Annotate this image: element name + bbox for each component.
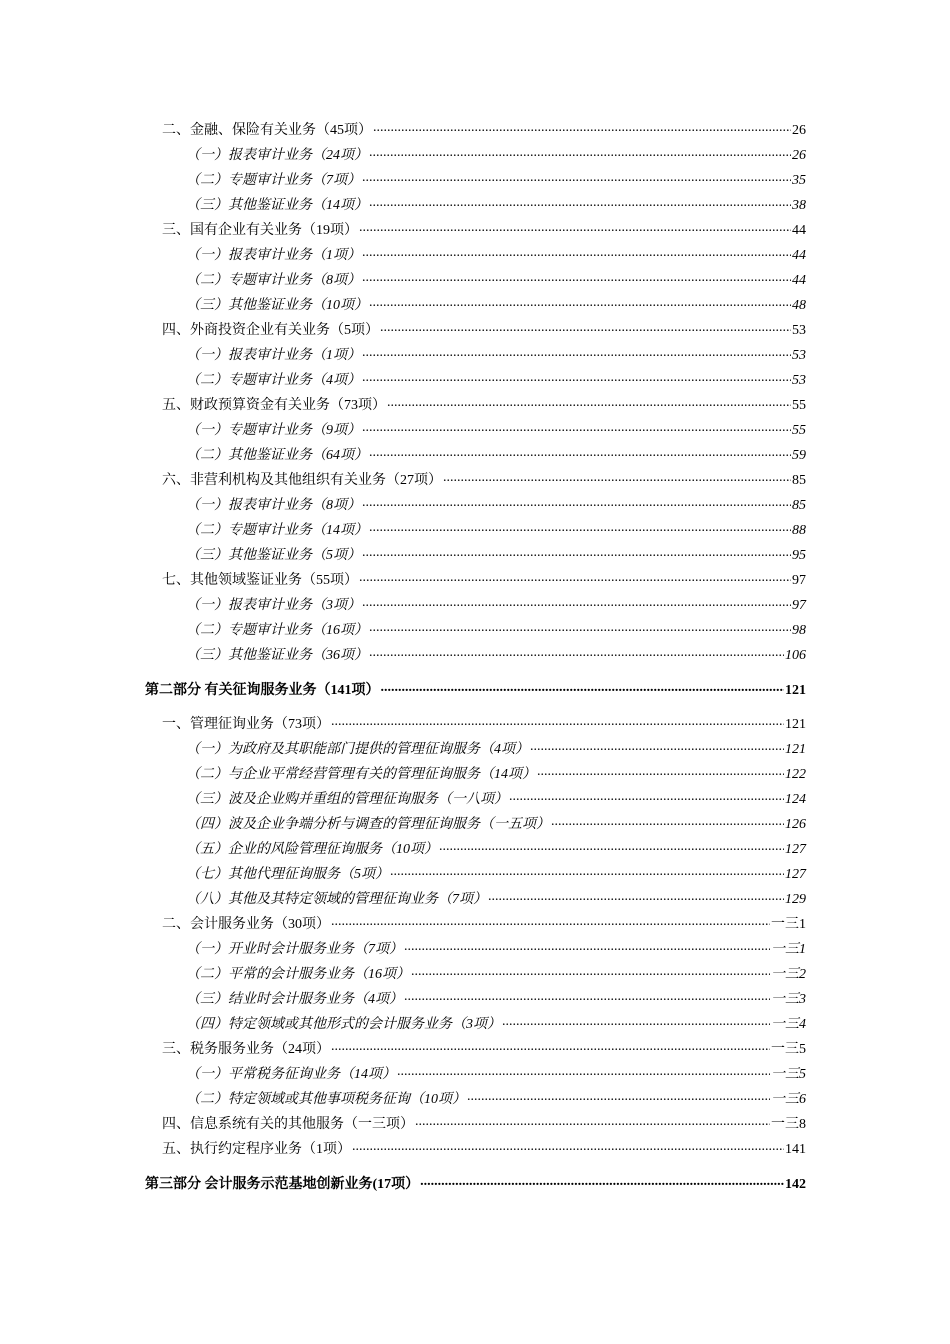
toc-dot-leader <box>397 1063 770 1081</box>
toc-subsection-entry[interactable] <box>0 759 950 784</box>
toc-entry-title: 五、执行约定程序业务（1项） <box>162 1142 351 1157</box>
toc-page-number: 55 <box>792 423 806 438</box>
toc-dot-leader <box>331 1038 770 1056</box>
toc-page-number: 59 <box>792 448 806 463</box>
toc-dot-leader <box>362 344 791 362</box>
toc-entry-title: （二）专题审计业务（4项） <box>186 373 361 388</box>
toc-section-entry[interactable] <box>0 215 950 240</box>
toc-subsection-entry[interactable] <box>0 984 950 1009</box>
toc-page-number: 一三2 <box>771 967 806 982</box>
toc-page-number: 97 <box>792 598 806 613</box>
toc-dot-leader <box>362 169 791 187</box>
toc-entry-title: （一）报表审计业务（1项） <box>186 348 361 363</box>
toc-dot-leader <box>509 788 784 806</box>
toc-dot-leader <box>359 219 791 237</box>
toc-part-heading[interactable] <box>0 1169 950 1194</box>
toc-page-number: 53 <box>792 348 806 363</box>
toc-dot-leader <box>369 194 791 212</box>
toc-dot-leader <box>439 838 784 856</box>
toc-dot-leader <box>404 988 770 1006</box>
toc-entry-title: （二）特定领域或其他事项税务征询（10项） <box>186 1092 466 1107</box>
toc-entry-title: （二）专题审计业务（14项） <box>186 523 368 538</box>
toc-entry-title: （一）报表审计业务（1项） <box>186 248 361 263</box>
toc-page-number: 121 <box>785 717 806 732</box>
toc-subsection-entry[interactable] <box>0 490 950 515</box>
toc-entry-title: （四）波及企业争端分析与调查的管理征询服务（一五项） <box>186 817 550 832</box>
toc-page-number: 141 <box>785 1142 806 1157</box>
toc-subsection-entry[interactable] <box>0 265 950 290</box>
toc-entry-title: （一）报表审计业务（8项） <box>186 498 361 513</box>
toc-dot-leader <box>362 594 791 612</box>
toc-dot-leader <box>362 494 791 512</box>
toc-dot-leader <box>369 644 784 662</box>
toc-section-entry[interactable] <box>0 565 950 590</box>
toc-page-number: 一三1 <box>771 942 806 957</box>
toc-subsection-entry[interactable] <box>0 415 950 440</box>
toc-subsection-entry[interactable] <box>0 440 950 465</box>
toc-page-number: 55 <box>792 398 806 413</box>
toc-section-entry[interactable] <box>0 1109 950 1134</box>
toc-section-entry[interactable] <box>0 909 950 934</box>
toc-section-entry[interactable] <box>0 390 950 415</box>
toc-subsection-entry[interactable] <box>0 290 950 315</box>
toc-dot-leader <box>369 294 791 312</box>
toc-dot-leader <box>551 813 784 831</box>
toc-subsection-entry[interactable] <box>0 784 950 809</box>
toc-subsection-entry[interactable] <box>0 640 950 665</box>
toc-dot-leader <box>488 888 784 906</box>
toc-entry-title: （三）波及企业购并重组的管理征询服务（一八项） <box>186 792 508 807</box>
toc-page-number: 129 <box>785 892 806 907</box>
toc-page-number: 97 <box>792 573 806 588</box>
toc-subsection-entry[interactable] <box>0 934 950 959</box>
toc-subsection-entry[interactable] <box>0 1084 950 1109</box>
toc-entry-title: （二）专题审计业务（7项） <box>186 173 361 188</box>
toc-page-number: 98 <box>792 623 806 638</box>
toc-entry-title: （一）开业时会计服务业务（7项） <box>186 942 403 957</box>
toc-page-number: 122 <box>785 767 806 782</box>
toc-dot-leader <box>443 469 791 487</box>
toc-dot-leader <box>467 1088 770 1106</box>
toc-subsection-entry[interactable] <box>0 190 950 215</box>
toc-dot-leader <box>537 763 784 781</box>
toc-dot-leader <box>404 938 770 956</box>
toc-entry-title: 第二部分 有关征询服务业务（141项） <box>145 683 380 698</box>
toc-dot-leader <box>331 713 784 731</box>
toc-page-number: 一三4 <box>771 1017 806 1032</box>
toc-subsection-entry[interactable] <box>0 165 950 190</box>
toc-dot-leader <box>352 1138 784 1156</box>
toc-dot-leader <box>380 319 791 337</box>
toc-page-number: 44 <box>792 248 806 263</box>
toc-page-number: 38 <box>792 198 806 213</box>
toc-page-number: 121 <box>785 683 806 698</box>
toc-dot-leader <box>502 1013 770 1031</box>
toc-dot-leader <box>369 519 791 537</box>
toc-page-number: 26 <box>792 123 806 138</box>
toc-dot-leader <box>362 544 791 562</box>
toc-dot-leader <box>390 863 784 881</box>
toc-page-number: 88 <box>792 523 806 538</box>
toc-section-entry[interactable] <box>0 315 950 340</box>
toc-entry-title: （一）平常税务征询业务（14项） <box>186 1067 396 1082</box>
toc-page-number: 44 <box>792 273 806 288</box>
toc-dot-leader <box>387 394 791 412</box>
toc-page-number: 127 <box>785 867 806 882</box>
toc-page-number: 127 <box>785 842 806 857</box>
toc-entry-title: 四、信息系统有关的其他服务（一三项） <box>162 1117 414 1132</box>
toc-page-number: 一三5 <box>771 1042 806 1057</box>
toc-dot-leader <box>530 738 784 756</box>
toc-entry-title: （五）企业的风险管理征询服务（10项） <box>186 842 438 857</box>
toc-subsection-entry[interactable] <box>0 834 950 859</box>
toc-entry-title: （一）为政府及其职能部门提供的管理征询服务（4项） <box>186 742 529 757</box>
toc-page-number: 一三1 <box>771 917 806 932</box>
toc-subsection-entry[interactable] <box>0 1059 950 1084</box>
toc-page-number: 一三3 <box>771 992 806 1007</box>
table-of-contents <box>0 115 950 1203</box>
toc-entry-title: 一、管理征询业务（73项） <box>162 717 330 732</box>
toc-section-entry[interactable] <box>0 465 950 490</box>
toc-entry-title: （七）其他代理征询服务（5项） <box>186 867 389 882</box>
toc-dot-leader <box>420 1173 784 1191</box>
toc-section-entry[interactable] <box>0 1134 950 1159</box>
toc-entry-title: （二）与企业平常经营管理有关的管理征询服务（14项） <box>186 767 536 782</box>
toc-page-number: 85 <box>792 498 806 513</box>
toc-dot-leader <box>381 679 785 697</box>
toc-subsection-entry[interactable] <box>0 1009 950 1034</box>
toc-dot-leader <box>369 444 791 462</box>
toc-page-number: 126 <box>785 817 806 832</box>
toc-entry-title: （一）专题审计业务（9项） <box>186 423 361 438</box>
toc-page-number: 106 <box>785 648 806 663</box>
toc-dot-leader <box>373 119 791 137</box>
toc-entry-title: （三）其他鉴证业务（10项） <box>186 298 368 313</box>
toc-entry-title: 二、会计服务业务（30项） <box>162 917 330 932</box>
toc-subsection-entry[interactable] <box>0 240 950 265</box>
toc-page-number: 53 <box>792 373 806 388</box>
toc-entry-title: （三）其他鉴证业务（5项） <box>186 548 361 563</box>
toc-entry-title: 二、金融、保险有关业务（45项） <box>162 123 372 138</box>
toc-subsection-entry[interactable] <box>0 340 950 365</box>
toc-entry-title: （八）其他及其特定领域的管理征询业务（7项） <box>186 892 487 907</box>
toc-dot-leader <box>362 369 791 387</box>
toc-page-number: 85 <box>792 473 806 488</box>
toc-page-number: 26 <box>792 148 806 163</box>
toc-section-entry[interactable] <box>0 709 950 734</box>
toc-subsection-entry[interactable] <box>0 590 950 615</box>
toc-entry-title: 三、税务服务业务（24项） <box>162 1042 330 1057</box>
toc-page-number: 一三5 <box>771 1067 806 1082</box>
toc-subsection-entry[interactable] <box>0 884 950 909</box>
toc-entry-title: 三、国有企业有关业务（19项） <box>162 223 358 238</box>
toc-page-number: 48 <box>792 298 806 313</box>
toc-page-number: 124 <box>785 792 806 807</box>
toc-dot-leader <box>362 269 791 287</box>
toc-page-number: 一三8 <box>771 1117 806 1132</box>
toc-entry-title: （一）报表审计业务（3项） <box>186 598 361 613</box>
toc-entry-title: 第三部分 会计服务示范基地创新业务(17项） <box>145 1177 420 1192</box>
toc-dot-leader <box>331 913 770 931</box>
toc-subsection-entry[interactable] <box>0 615 950 640</box>
toc-page-number: 95 <box>792 548 806 563</box>
toc-entry-title: （二）专题审计业务（16项） <box>186 623 368 638</box>
toc-dot-leader <box>369 144 791 162</box>
toc-page-number: 142 <box>785 1177 806 1192</box>
toc-dot-leader <box>362 419 791 437</box>
toc-section-entry[interactable] <box>0 1034 950 1059</box>
toc-dot-leader <box>369 619 791 637</box>
toc-page-number: 53 <box>792 323 806 338</box>
toc-entry-title: （一）报表审计业务（24项） <box>186 148 368 163</box>
toc-entry-title: （二）平常的会计服务业务（16项） <box>186 967 410 982</box>
toc-subsection-entry[interactable] <box>0 365 950 390</box>
toc-subsection-entry[interactable] <box>0 809 950 834</box>
toc-page-number: 121 <box>785 742 806 757</box>
toc-entry-title: （二）其他鉴证业务（64项） <box>186 448 368 463</box>
toc-entry-title: 四、外商投资企业有关业务（5项） <box>162 323 379 338</box>
toc-entry-title: 五、财政预算资金有关业务（73项） <box>162 398 386 413</box>
toc-subsection-entry[interactable] <box>0 859 950 884</box>
toc-dot-leader <box>359 569 791 587</box>
toc-entry-title: 六、非营利机构及其他组织有关业务（27项） <box>162 473 442 488</box>
toc-dot-leader <box>411 963 770 981</box>
toc-entry-title: （三）其他鉴证业务（14项） <box>186 198 368 213</box>
toc-subsection-entry[interactable] <box>0 140 950 165</box>
toc-subsection-entry[interactable] <box>0 734 950 759</box>
toc-page-number: 一三6 <box>771 1092 806 1107</box>
toc-dot-leader <box>362 244 791 262</box>
toc-part-heading[interactable] <box>0 675 950 700</box>
toc-entry-title: （二）专题审计业务（8项） <box>186 273 361 288</box>
toc-subsection-entry[interactable] <box>0 515 950 540</box>
toc-entry-title: （四）特定领域或其他形式的会计服务业务（3项） <box>186 1017 501 1032</box>
toc-section-entry[interactable] <box>0 115 950 140</box>
toc-subsection-entry[interactable] <box>0 540 950 565</box>
toc-entry-title: 七、其他领域鉴证业务（55项） <box>162 573 358 588</box>
toc-page-number: 35 <box>792 173 806 188</box>
toc-subsection-entry[interactable] <box>0 959 950 984</box>
toc-entry-title: （三）结业时会计服务业务（4项） <box>186 992 403 1007</box>
toc-entry-title: （三）其他鉴证业务（36项） <box>186 648 368 663</box>
toc-dot-leader <box>415 1113 770 1131</box>
toc-page-number: 44 <box>792 223 806 238</box>
